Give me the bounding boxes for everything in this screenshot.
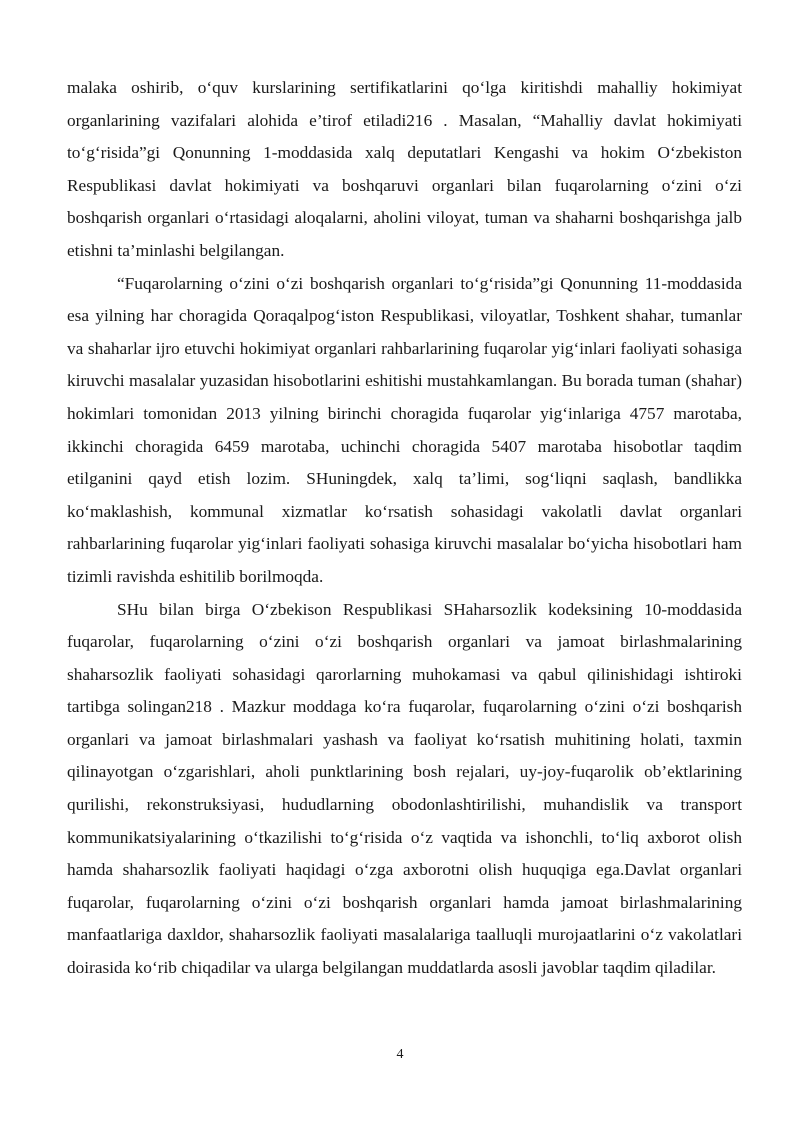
paragraph-continued: malaka oshirib, o‘quv kurslarining sertifikatlarini qo‘lga kiritishdi mahalliy hokimiyat organlarining vazifalari alohida e’tirof etiladi216 . Masalan, “Mahalliy davlat hokimiyati to‘g‘risida”gi Qonunning 1-moddasida xalq deputatlari Kengashi va hokim O‘zbekiston Respublikasi davlat hokimiyati va boshqaruvi organlari bilan fuqarolarning o‘zini o‘zi boshqarish organlari o‘rtasidagi aloqalarni, aholini viloyat, tuman va shaharni boshqarishga jalb etishni ta’minlashi belgilangan. bbox=[67, 78, 742, 260]
page-number: 4 bbox=[396, 1047, 404, 1062]
paragraph-urban-planning-code: SHu bilan birga O‘zbekison Respublikasi SHaharsozlik kodeksining 10-moddasida fuqarolar, fuqarolarning o‘zini o‘zi boshqarish organlari va jamoat birlashmalarining shaharsozlik faoliyati sohasidagi qarorlarning muhokamasi va qabul qilinishidagi ishtiroki tartibga solingan218 . Mazkur moddaga ko‘ra fuqarolar, fuqarolarning o‘zini o‘zi boshqarish organlari va jamoat birlashmalari yashash va faoliyat ko‘rsatish muhitining holati, taxmin qilinayotgan o‘zgarishlari, aholi punktlarining bosh rejalari, uy-joy-fuqarolik ob’ektlarining qurilishi, rekonstruksiyasi, hududlarning obodonlashtirilishi, muhandislik va transport kommunikatsiyalarining o‘tkazilishi to‘g‘risida o‘z vaqtida va ishonchli, to‘liq axborot olish hamda shaharsozlik faoliyati haqidagi o‘zga axborotni olish huquqiga ega.Davlat organlari fuqarolar, fuqarolarning o‘zini o‘zi boshqarish organlari hamda jamoat birlashmalarining manfaatlariga daxldor, shaharsozlik faoliyati masalalariga taalluqli murojaatlarini o‘z vakolatlari doirasida ko‘rib chiqadilar va ularga belgilangan muddatlarda asosli javoblar taqdim qiladilar. bbox=[67, 599, 742, 978]
paragraph-law-article-11: “Fuqarolarning o‘zini o‘zi boshqarish organlari to‘g‘risida”gi Qonunning 11-moddasida esa yilning har choragida Qoraqalpog‘iston Respublikasi, viloyatlar, Toshkent shahar, tumanlar va shaharlar ijro etuvchi hokimiyat organlari rahbarlarining fuqarolar yig‘inlari faoliyati sohasiga kiruvchi masalalar yuzasidan hisobotlarini eshitishi mustahkamlangan. Bu borada tuman (shahar) hokimlari tomonidan 2013 yilning birinchi choragida fuqarolar yig‘inlariga 4757 marotaba, ikkinchi choragida 6459 marotaba, uchinchi choragida 5407 marotaba hisobotlar taqdim etilganini qayd etish lozim. SHuningdek, xalq ta’limi, sog‘liqni saqlash, bandlikka ko‘maklashish, kommunal xizmatlar ko‘rsatish sohasidagi vakolatli davlat organlari rahbarlarining fuqarolar yig‘inlari faoliyati sohasiga kiruvchi masalalar bo‘yicha hisobotlari ham tizimli ravishda eshitilib borilmoqda. bbox=[67, 273, 742, 586]
document-body bbox=[67, 72, 742, 985]
